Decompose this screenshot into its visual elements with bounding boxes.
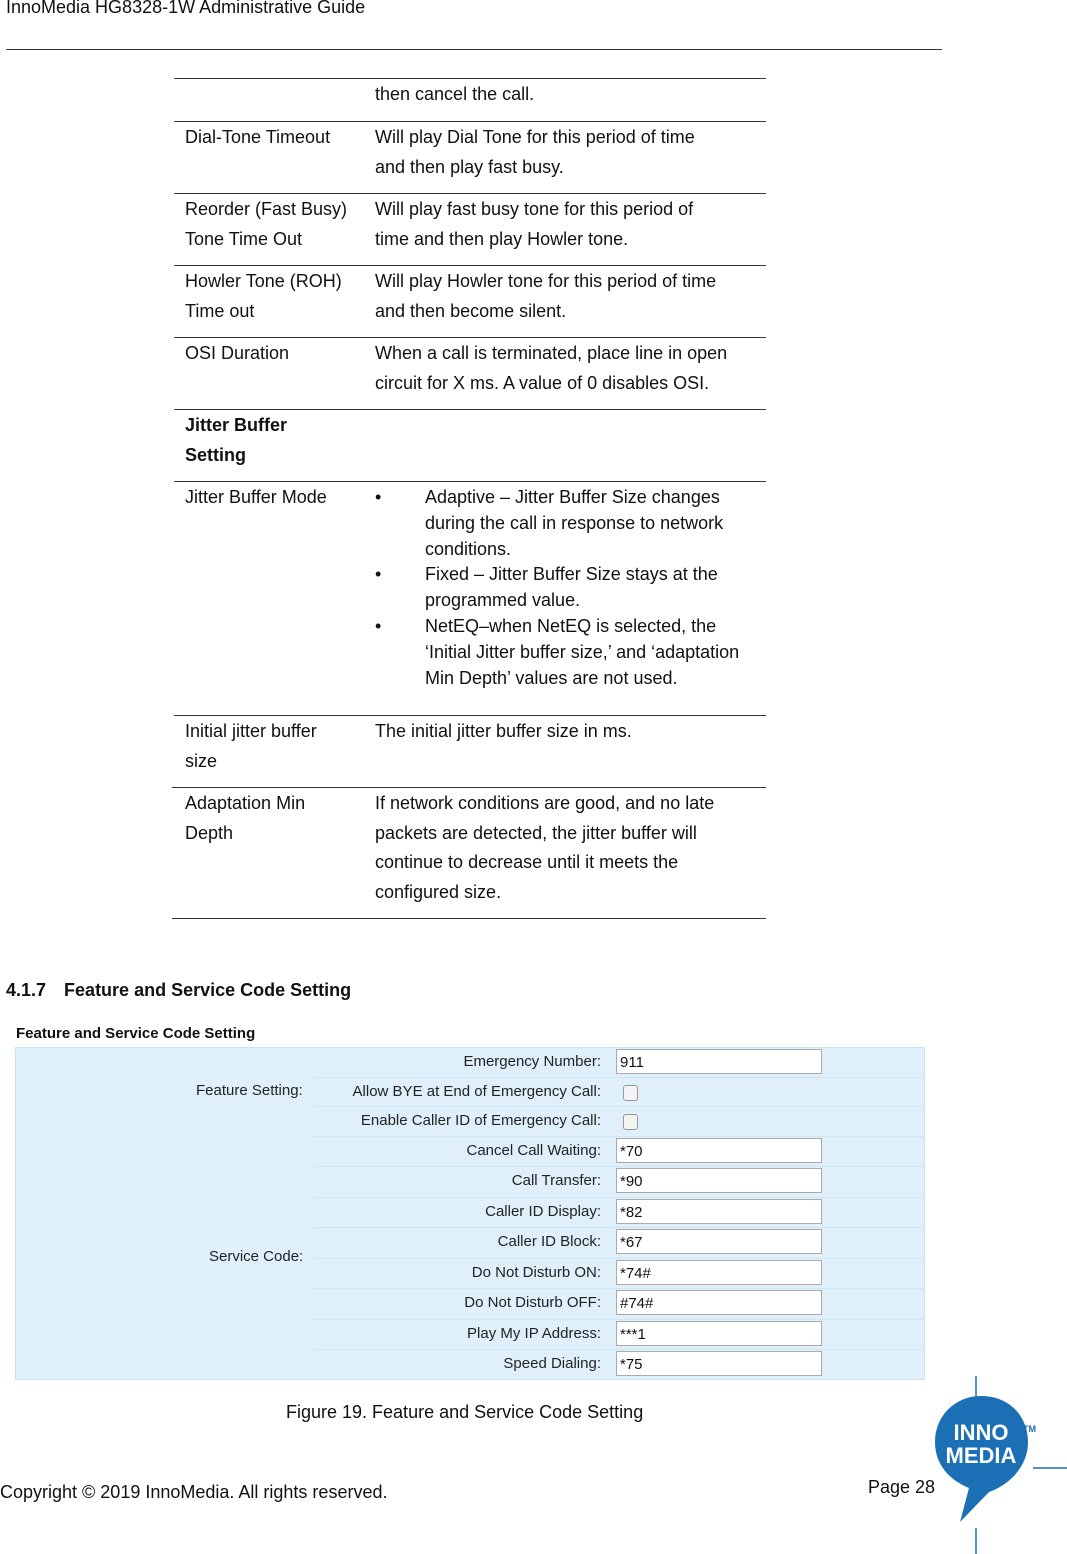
cell-text: and then play fast busy. (375, 156, 564, 177)
header-rule (6, 49, 942, 50)
cell-text: time and then play Howler tone. (375, 228, 629, 249)
table-row (174, 121, 766, 194)
play-ip-input[interactable]: ***1 (616, 1321, 822, 1346)
cell-text: The initial jitter buffer size in ms. (375, 721, 632, 741)
cell-text: Depth (185, 822, 234, 843)
bullet-item (375, 562, 755, 614)
svg-text:MEDIA: MEDIA (945, 1443, 1017, 1468)
dnd-off-input[interactable]: #74# (616, 1290, 822, 1315)
section-title: Feature and Service Code Setting (64, 980, 352, 1000)
section-heading: Jitter Buffer (185, 415, 288, 435)
cell-text: Will play Dial Tone for this period of time (375, 127, 695, 147)
field-label: Cancel Call Waiting: (466, 1142, 601, 1159)
field-label: Do Not Disturb OFF: (464, 1294, 601, 1311)
field-row (313, 1166, 924, 1197)
enable-caller-id-checkbox[interactable] (623, 1114, 638, 1130)
field-label: Speed Dialing: (503, 1355, 601, 1372)
allow-bye-checkbox[interactable] (623, 1085, 638, 1101)
cell-text: size (185, 750, 218, 771)
cell-text: and then become silent. (375, 300, 567, 321)
bullet-text: Adaptive – Jitter Buffer Size changes during the call in response to network conditions. (425, 487, 724, 559)
table-row (174, 409, 766, 482)
figure-caption: Figure 19. Feature and Service Code Setting (286, 1402, 644, 1422)
cell-text: When a call is terminated, place line in open (375, 343, 728, 363)
section-heading: Setting (185, 444, 246, 465)
field-row (313, 1319, 924, 1350)
bullet-item (375, 485, 755, 562)
cell-text: Tone Time Out (185, 228, 303, 249)
speed-dialing-input[interactable]: *75 (616, 1351, 822, 1376)
table-row (172, 787, 766, 919)
table-row (174, 337, 766, 410)
cell-text: configured size. (375, 881, 502, 902)
field-label: Emergency Number: (463, 1053, 601, 1070)
cell-text: Dial-Tone Timeout (185, 127, 331, 147)
field-row (313, 1227, 924, 1258)
cell-text: OSI Duration (185, 343, 290, 363)
bullet-icon: • (375, 564, 382, 585)
service-code-group-label: Service Code: (209, 1248, 304, 1265)
innomedia-logo (925, 1376, 1067, 1554)
field-row (313, 1136, 924, 1167)
header-title: InnoMedia HG8328-1W Administrative Guide (6, 0, 366, 17)
cell-text: Reorder (Fast Busy) (185, 199, 348, 219)
table-row (174, 715, 766, 788)
cell-text: Time out (185, 300, 255, 321)
table-row (174, 78, 766, 122)
cell-text: packets are detected, the jitter buffer will (375, 822, 697, 843)
section-heading (6, 980, 369, 1001)
cell-text: Initial jitter buffer (185, 721, 317, 741)
bullet-icon: • (375, 487, 382, 507)
emergency-number-input[interactable]: 911 (616, 1049, 822, 1074)
field-row (313, 1349, 924, 1380)
cell-text: Will play Howler tone for this period of time (375, 271, 717, 291)
table-row (174, 193, 766, 266)
svg-text:TM: TM (1023, 1424, 1036, 1434)
cell-text: Will play fast busy tone for this period of (375, 199, 694, 219)
cell-text: circuit for X ms. A value of 0 disables OSI. (375, 372, 710, 393)
cancel-call-waiting-input[interactable]: *70 (616, 1138, 822, 1163)
caller-id-block-input[interactable]: *67 (616, 1229, 822, 1254)
feature-setting-group-label: Feature Setting: (196, 1082, 303, 1099)
cell-text: Howler Tone (ROH) (185, 271, 342, 291)
feature-settings-panel (15, 1047, 925, 1380)
bullet-text: Fixed – Jitter Buffer Size stays at the programmed value. (425, 564, 718, 611)
cell-text: then cancel the call. (375, 84, 535, 104)
field-label: Allow BYE at End of Emergency Call: (352, 1083, 601, 1100)
field-label: Call Transfer: (511, 1172, 601, 1189)
field-row (313, 1106, 924, 1137)
field-row (313, 1077, 924, 1108)
section-number: 4.1.7 (6, 980, 47, 1000)
bullet-text: NetEQ–when NetEQ is selected, the ‘Initial Jitter buffer size,’ and ‘adaptation Min Depth’ values are not used. (425, 615, 740, 688)
field-label: Enable Caller ID of Emergency Call: (360, 1112, 601, 1129)
bullet-item (375, 614, 755, 691)
copyright: Copyright © 2019 InnoMedia. All rights reserved. (0, 1482, 388, 1502)
table-row (174, 265, 766, 338)
cell-text: Jitter Buffer Mode (185, 487, 327, 507)
table-row (174, 481, 766, 716)
cell-text: Adaptation Min (185, 793, 306, 813)
field-row (313, 1048, 924, 1078)
screenshot-title: Feature and Service Code Setting (16, 1025, 256, 1042)
field-row (313, 1288, 924, 1319)
field-row (313, 1258, 924, 1289)
field-label: Do Not Disturb ON: (471, 1264, 601, 1281)
field-label: Play My IP Address: (467, 1325, 601, 1342)
field-row (313, 1197, 924, 1228)
cell-text: If network conditions are good, and no late (375, 793, 715, 813)
call-transfer-input[interactable]: *90 (616, 1168, 822, 1193)
cell-text: continue to decrease until it meets the (375, 852, 679, 872)
caller-id-display-input[interactable]: *82 (616, 1199, 822, 1224)
page-number: Page 28 (868, 1477, 936, 1497)
field-label: Caller ID Display: (485, 1203, 601, 1220)
svg-text:INNO: INNO (953, 1420, 1009, 1445)
field-label: Caller ID Block: (497, 1233, 601, 1250)
bullet-icon: • (375, 615, 382, 636)
dnd-on-input[interactable]: *74# (616, 1260, 822, 1285)
